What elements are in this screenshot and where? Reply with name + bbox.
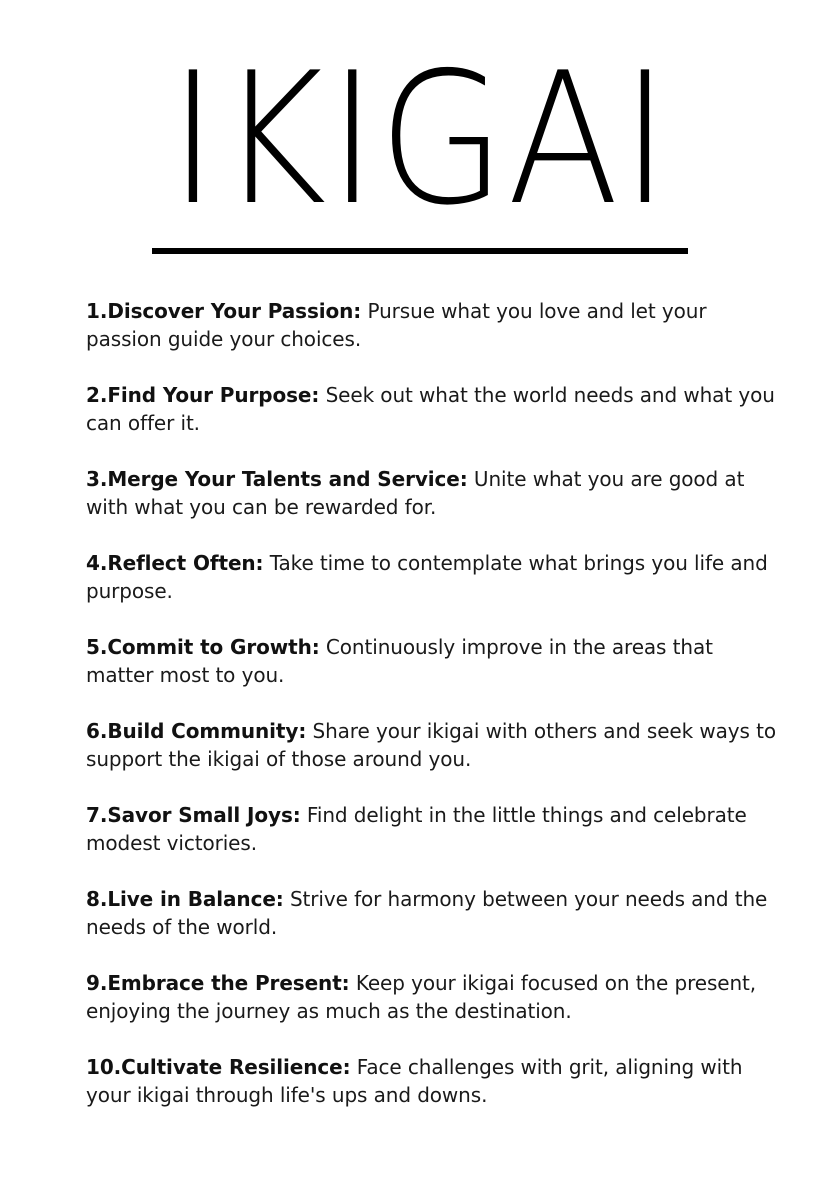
item-heading: 2.Find Your Purpose: <box>86 383 320 407</box>
item-heading: 7.Savor Small Joys: <box>86 803 301 827</box>
principles-list <box>86 297 776 1137</box>
list-item <box>86 885 776 969</box>
list-item <box>86 549 776 633</box>
item-heading: 10.Cultivate Resilience: <box>86 1055 351 1079</box>
item-text: Keep your ikigai focused on the present, enjoying the journey as much as the destination. <box>86 971 757 1023</box>
list-item <box>86 801 776 885</box>
item-heading: 4.Reflect Often: <box>86 551 264 575</box>
item-heading: 1.Discover Your Passion: <box>86 299 362 323</box>
list-item <box>86 1053 776 1137</box>
page-title: IKIGAI <box>168 33 672 245</box>
item-text: Share your ikigai with others and seek ways to support the ikigai of those around you. <box>86 719 776 771</box>
item-heading: 9.Embrace the Present: <box>86 971 350 995</box>
item-text: Take time to contemplate what brings you life and purpose. <box>86 551 768 603</box>
item-text: Face challenges with grit, aligning with your ikigai through life's ups and downs. <box>86 1055 743 1107</box>
item-text: Pursue what you love and let your passion guide your choices. <box>86 299 707 351</box>
list-item <box>86 969 776 1053</box>
list-item <box>86 465 776 549</box>
list-item <box>86 717 776 801</box>
list-item <box>86 381 776 465</box>
title-divider <box>152 248 688 254</box>
item-heading: 3.Merge Your Talents and Service: <box>86 467 468 491</box>
item-text: Strive for harmony between your needs and the needs of the world. <box>86 887 768 939</box>
item-text: Seek out what the world needs and what you can offer it. <box>86 383 775 435</box>
item-heading: 5.Commit to Growth: <box>86 635 320 659</box>
item-text: Continuously improve in the areas that matter most to you. <box>86 635 713 687</box>
list-item <box>86 297 776 381</box>
item-text: Find delight in the little things and celebrate modest victories. <box>86 803 747 855</box>
item-heading: 8.Live in Balance: <box>86 887 284 911</box>
item-text: Unite what you are good at with what you can be rewarded for. <box>86 467 745 519</box>
item-heading: 6.Build Community: <box>86 719 307 743</box>
list-item <box>86 633 776 717</box>
